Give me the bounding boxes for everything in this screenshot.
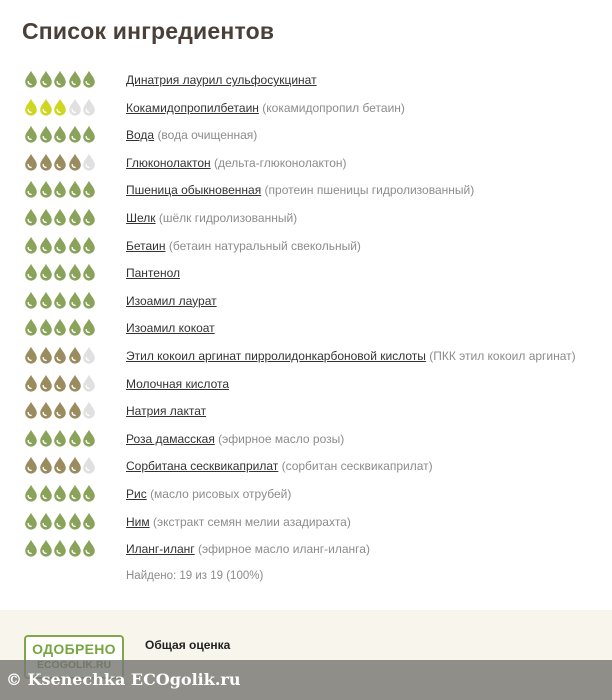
drop-icon bbox=[39, 180, 53, 198]
drop-icon bbox=[82, 401, 96, 419]
ingredient-alt-name: (масло рисовых отрубей) bbox=[150, 486, 292, 501]
drop-icon bbox=[24, 401, 38, 419]
ingredient-alt-name: (эфирное масло иланг-иланга) bbox=[198, 542, 370, 557]
drop-icon bbox=[39, 346, 53, 364]
drop-icon bbox=[39, 318, 53, 336]
drop-icon bbox=[53, 539, 67, 557]
safety-rating bbox=[24, 429, 97, 447]
ingredient-link[interactable]: Ним bbox=[126, 514, 150, 529]
ingredient-name bbox=[126, 101, 405, 115]
drop-icon bbox=[53, 153, 67, 171]
ingredient-name bbox=[126, 294, 217, 308]
drop-icon bbox=[68, 539, 82, 557]
ingredient-name bbox=[126, 377, 229, 391]
ingredient-name bbox=[126, 515, 351, 529]
drop-icon bbox=[68, 153, 82, 171]
ingredient-name bbox=[126, 321, 215, 335]
drop-icon bbox=[82, 456, 96, 474]
drop-icon bbox=[68, 512, 82, 530]
drop-icon bbox=[68, 98, 82, 116]
drop-icon bbox=[39, 539, 53, 557]
ingredient-alt-name: (дельта-глюконолактон) bbox=[214, 155, 347, 170]
drop-icon bbox=[24, 346, 38, 364]
drop-icon bbox=[82, 346, 96, 364]
ingredient-name bbox=[126, 128, 257, 142]
drop-icon bbox=[53, 346, 67, 364]
drop-icon bbox=[82, 263, 96, 281]
drop-icon bbox=[53, 456, 67, 474]
ingredient-name bbox=[126, 156, 347, 170]
safety-rating bbox=[24, 401, 97, 419]
ingredient-row bbox=[0, 150, 612, 178]
ingredient-row bbox=[0, 67, 612, 95]
drop-icon bbox=[68, 236, 82, 254]
drop-icon bbox=[24, 512, 38, 530]
ingredient-link[interactable]: Динатрия лаурил сульфосукцинат bbox=[126, 73, 317, 87]
drop-icon bbox=[68, 374, 82, 392]
ingredient-name bbox=[126, 73, 317, 87]
badge-title: ОДОБРЕНО bbox=[32, 641, 116, 657]
drop-icon bbox=[24, 153, 38, 171]
ingredient-link[interactable]: Глюконолактон bbox=[126, 155, 211, 170]
drop-icon bbox=[39, 512, 53, 530]
ingredient-name bbox=[126, 239, 361, 253]
drop-icon bbox=[82, 98, 96, 116]
found-count: Найдено: 19 из 19 (100%) bbox=[126, 570, 264, 582]
ingredient-list bbox=[0, 67, 612, 564]
drop-icon bbox=[24, 456, 38, 474]
safety-rating bbox=[24, 318, 97, 336]
drop-icon bbox=[68, 125, 82, 143]
drop-icon bbox=[68, 401, 82, 419]
drop-icon bbox=[24, 125, 38, 143]
drop-icon bbox=[53, 429, 67, 447]
drop-icon bbox=[68, 484, 82, 502]
drop-icon bbox=[53, 318, 67, 336]
drop-icon bbox=[39, 153, 53, 171]
drop-icon bbox=[24, 180, 38, 198]
ingredient-alt-name: (вода очищенная) bbox=[157, 128, 258, 143]
ingredient-link[interactable]: Кокамидопропилбетаин bbox=[126, 100, 259, 115]
drop-icon bbox=[82, 429, 96, 447]
safety-rating bbox=[24, 291, 97, 309]
drop-icon bbox=[82, 180, 96, 198]
ingredient-row bbox=[0, 398, 612, 426]
ingredient-alt-name: (ПКК этил кокоил аргинат) bbox=[429, 348, 576, 363]
drop-icon bbox=[24, 539, 38, 557]
copyright-watermark: © Ksenechka ECOgolik.ru bbox=[0, 660, 612, 700]
ingredient-name bbox=[126, 349, 576, 363]
safety-rating bbox=[24, 456, 97, 474]
ingredient-name bbox=[126, 432, 344, 446]
ingredient-link[interactable]: Пшеница обыкновенная bbox=[126, 183, 262, 198]
ingredient-link[interactable]: Изоамил кокоат bbox=[126, 321, 215, 336]
safety-rating bbox=[24, 208, 97, 226]
drop-icon bbox=[39, 456, 53, 474]
ingredient-row bbox=[0, 95, 612, 123]
safety-rating bbox=[24, 180, 97, 198]
drop-icon bbox=[82, 539, 96, 557]
safety-rating bbox=[24, 70, 97, 88]
drop-icon bbox=[82, 208, 96, 226]
drop-icon bbox=[53, 98, 67, 116]
safety-rating bbox=[24, 512, 97, 530]
drop-icon bbox=[82, 512, 96, 530]
ingredient-link[interactable]: Изоамил лаурат bbox=[126, 293, 217, 308]
ingredient-row bbox=[0, 315, 612, 343]
ingredient-row bbox=[0, 260, 612, 288]
ingredient-row bbox=[0, 426, 612, 454]
ingredient-alt-name: (кокамидопропил бетаин) bbox=[262, 100, 405, 115]
drop-icon bbox=[53, 236, 67, 254]
ingredient-link[interactable]: Молочная кислота bbox=[126, 376, 230, 391]
ingredient-name bbox=[126, 266, 180, 280]
ingredient-alt-name: (сорбитан сесквикаприлат) bbox=[281, 459, 433, 474]
ingredient-name bbox=[126, 211, 297, 225]
ingredient-alt-name: (протеин пшеницы гидролизованный) bbox=[264, 183, 475, 198]
drop-icon bbox=[39, 125, 53, 143]
ingredient-link[interactable]: Вода bbox=[126, 128, 155, 143]
ingredient-link[interactable]: Сорбитана сесквикаприлат bbox=[126, 459, 279, 474]
ingredient-link[interactable]: Роза дамасская bbox=[126, 431, 215, 446]
drop-icon bbox=[39, 236, 53, 254]
drop-icon bbox=[82, 236, 96, 254]
page-title: Список ингредиентов bbox=[22, 18, 275, 44]
drop-icon bbox=[39, 429, 53, 447]
drop-icon bbox=[24, 484, 38, 502]
ingredient-row bbox=[0, 481, 612, 509]
ingredient-name bbox=[126, 542, 370, 556]
ingredient-link[interactable]: Бетаин bbox=[126, 238, 166, 253]
ingredient-link[interactable]: Этил кокоил аргинат пирролидонкарбоновой кислоты bbox=[126, 348, 426, 363]
drop-icon bbox=[39, 70, 53, 88]
drop-icon bbox=[68, 208, 82, 226]
ingredient-name bbox=[126, 404, 206, 418]
drop-icon bbox=[82, 153, 96, 171]
ingredient-name bbox=[126, 183, 474, 197]
drop-icon bbox=[39, 374, 53, 392]
ingredient-row bbox=[0, 453, 612, 481]
ingredient-alt-name: (бетаин натуральный свекольный) bbox=[168, 238, 361, 253]
ingredient-row bbox=[0, 536, 612, 564]
safety-rating bbox=[24, 153, 97, 171]
ingredient-row bbox=[0, 343, 612, 371]
drop-icon bbox=[24, 70, 38, 88]
ingredient-alt-name: (шёлк гидролизованный) bbox=[158, 210, 298, 225]
drop-icon bbox=[53, 125, 67, 143]
drop-icon bbox=[24, 236, 38, 254]
drop-icon bbox=[39, 263, 53, 281]
drop-icon bbox=[39, 291, 53, 309]
drop-icon bbox=[68, 70, 82, 88]
drop-icon bbox=[24, 98, 38, 116]
drop-icon bbox=[53, 291, 67, 309]
drop-icon bbox=[82, 291, 96, 309]
ingredient-link[interactable]: Натрия лактат bbox=[126, 404, 207, 419]
drop-icon bbox=[39, 484, 53, 502]
safety-rating bbox=[24, 236, 97, 254]
ingredient-link[interactable]: Рис bbox=[126, 486, 147, 501]
drop-icon bbox=[24, 208, 38, 226]
overall-rating-label: Общая оценка bbox=[145, 638, 231, 652]
ingredient-link[interactable]: Пантенол bbox=[126, 266, 180, 281]
ingredient-alt-name: (экстракт семян мелии азадирахта) bbox=[152, 514, 351, 529]
drop-icon bbox=[39, 208, 53, 226]
drop-icon bbox=[39, 401, 53, 419]
ingredient-row bbox=[0, 122, 612, 150]
safety-rating bbox=[24, 539, 97, 557]
safety-rating bbox=[24, 346, 97, 364]
ingredient-name bbox=[126, 487, 291, 501]
drop-icon bbox=[53, 263, 67, 281]
safety-rating bbox=[24, 98, 97, 116]
safety-rating bbox=[24, 263, 97, 281]
drop-icon bbox=[68, 318, 82, 336]
drop-icon bbox=[68, 263, 82, 281]
drop-icon bbox=[53, 401, 67, 419]
drop-icon bbox=[82, 70, 96, 88]
drop-icon bbox=[68, 291, 82, 309]
drop-icon bbox=[53, 484, 67, 502]
drop-icon bbox=[53, 374, 67, 392]
ingredient-row bbox=[0, 177, 612, 205]
drop-icon bbox=[24, 263, 38, 281]
drop-icon bbox=[53, 512, 67, 530]
ingredient-link[interactable]: Шелк bbox=[126, 210, 156, 225]
ingredient-row bbox=[0, 371, 612, 399]
drop-icon bbox=[24, 318, 38, 336]
drop-icon bbox=[24, 291, 38, 309]
drop-icon bbox=[82, 484, 96, 502]
drop-icon bbox=[53, 70, 67, 88]
safety-rating bbox=[24, 125, 97, 143]
ingredient-row bbox=[0, 233, 612, 261]
ingredient-alt-name: (эфирное масло розы) bbox=[218, 431, 345, 446]
drop-icon bbox=[82, 125, 96, 143]
safety-rating bbox=[24, 484, 97, 502]
drop-icon bbox=[68, 346, 82, 364]
ingredient-link[interactable]: Иланг-иланг bbox=[126, 542, 195, 557]
drop-icon bbox=[53, 180, 67, 198]
ingredient-row bbox=[0, 288, 612, 316]
drop-icon bbox=[68, 429, 82, 447]
ingredient-row bbox=[0, 205, 612, 233]
drop-icon bbox=[53, 208, 67, 226]
drop-icon bbox=[68, 180, 82, 198]
drop-icon bbox=[39, 98, 53, 116]
drop-icon bbox=[24, 374, 38, 392]
drop-icon bbox=[68, 456, 82, 474]
ingredient-row bbox=[0, 509, 612, 537]
drop-icon bbox=[82, 318, 96, 336]
drop-icon bbox=[82, 374, 96, 392]
drop-icon bbox=[24, 429, 38, 447]
ingredient-name bbox=[126, 459, 433, 473]
safety-rating bbox=[24, 374, 97, 392]
